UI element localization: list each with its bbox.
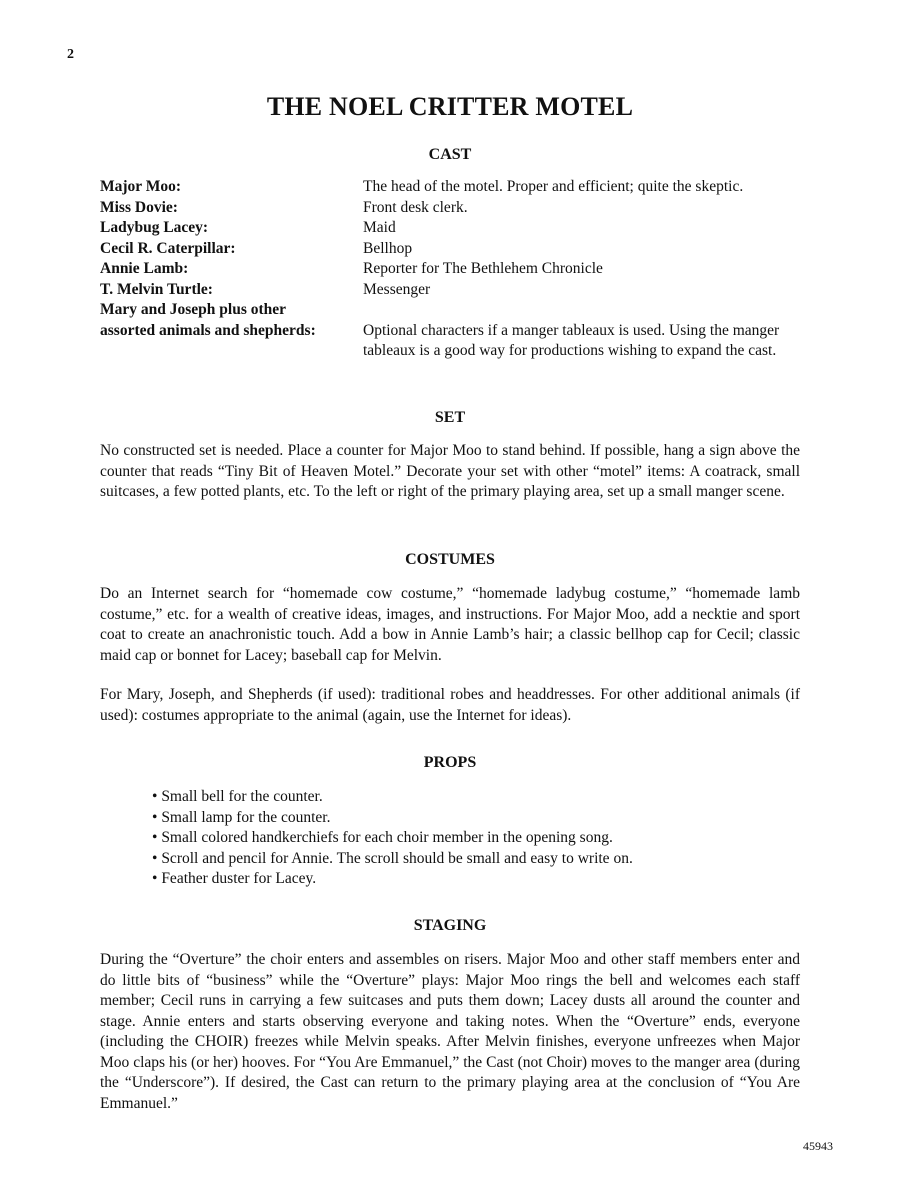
cast-row: [100, 280, 820, 301]
cast-name: Miss Dovie:: [100, 198, 178, 216]
list-item: • Small lamp for the counter.: [152, 808, 633, 829]
cast-name: T. Melvin Turtle:: [100, 280, 213, 298]
list-item: • Small bell for the counter.: [152, 787, 633, 808]
cast-name: Ladybug Lacey:: [100, 219, 209, 236]
staging-paragraph: During the “Overture” the choir enters and assembles on risers. Major Moo and other staff members enter and do little bits of “business” while the “Overture” plays: Major Moo rings the bell and welcomes each staff member; Cecil runs in carrying a few suitcases and puts them down; Lacey dusts all around the counter and stage. Annie enters and starts observing everyone and taking notes. When the “Overture” ends, everyone (including the CHOIR) freezes while Melvin speaks. After Melvin finishes, everyone unfreezes when Major Moo claps his (or her) hooves. For “You Are Emmanuel,” the Cast (not Choir) moves to the manger area (during the “Underscore”). If desired, the Cast can return to the primary playing area at the conclusion of “You Are Emmanuel.”: [100, 951, 800, 1112]
list-item: • Scroll and pencil for Annie. The scroll should be small and easy to write on.: [152, 849, 633, 870]
cast-description: Front desk clerk.: [363, 198, 468, 216]
cast-description: Optional characters if a manger tableaux is used. Using the manger tableaux is a good way for productions wishing to expand the cast.: [363, 321, 780, 359]
cast-description: Bellhop: [363, 239, 413, 257]
cast-name: Annie Lamb:: [100, 260, 189, 277]
cast-row: [100, 321, 820, 362]
set-heading: SET: [434, 409, 466, 426]
cast-heading: CAST: [428, 146, 472, 163]
costumes-paragraph-1: Do an Internet search for “homemade cow costume,” “homemade ladybug costume,” “homemade lamb costume,” etc. for a wealth of creative ideas, images, and instructions. For Major Moo, add a necktie and sport coat to create an anachronistic touch. Add a bow in Annie Lamb’s hair; a classic bellhop cap for Cecil; classic maid cap or bonnet for Lacey; baseball cap for Melvin.: [100, 585, 800, 664]
cast-name: Major Moo:: [100, 178, 182, 195]
cast-row: [100, 259, 820, 280]
cast-description: [363, 300, 820, 321]
set-paragraph: No constructed set is needed. Place a counter for Major Moo to stand behind. If possible, hang a sign above the counter that reads “Tiny Bit of Heaven Motel.” Decorate your set with other “motel” items: A coatrack, small suitcases, a few potted plants, etc. To the left or right of the primary playing area, set up a small manger scene.: [100, 442, 800, 500]
cast-description: The head of the motel. Proper and efficient; quite the skeptic.: [363, 178, 744, 195]
costumes-paragraph-2: For Mary, Joseph, and Shepherds (if used): traditional robes and headdresses. For other additional animals (if used): costumes appropriate to the animal (again, use the Internet for ideas).: [100, 686, 800, 724]
page-title: THE NOEL CRITTER MOTEL: [266, 92, 634, 121]
cast-row: [100, 239, 820, 260]
cast-row: [100, 198, 820, 219]
cast-row: [100, 177, 820, 198]
cast-list: [100, 177, 820, 362]
staging-heading: STAGING: [413, 917, 487, 934]
cast-row: [100, 218, 820, 239]
catalog-number: 45943: [803, 1139, 833, 1153]
cast-name: assorted animals and shepherds:: [100, 321, 316, 339]
list-item: • Feather duster for Lacey.: [152, 869, 633, 890]
cast-description: Reporter for The Bethlehem Chronicle: [363, 260, 603, 277]
page-number: 2: [67, 47, 74, 62]
costumes-heading: COSTUMES: [405, 551, 495, 568]
list-item: • Small colored handkerchiefs for each choir member in the opening song.: [152, 828, 633, 849]
cast-description: Maid: [363, 219, 396, 236]
props-heading: PROPS: [423, 754, 477, 771]
cast-row: [100, 300, 820, 321]
props-list: [152, 787, 633, 890]
cast-name: Mary and Joseph plus other: [100, 301, 287, 318]
cast-name: Cecil R. Caterpillar:: [100, 239, 236, 257]
cast-description: Messenger: [363, 280, 431, 298]
